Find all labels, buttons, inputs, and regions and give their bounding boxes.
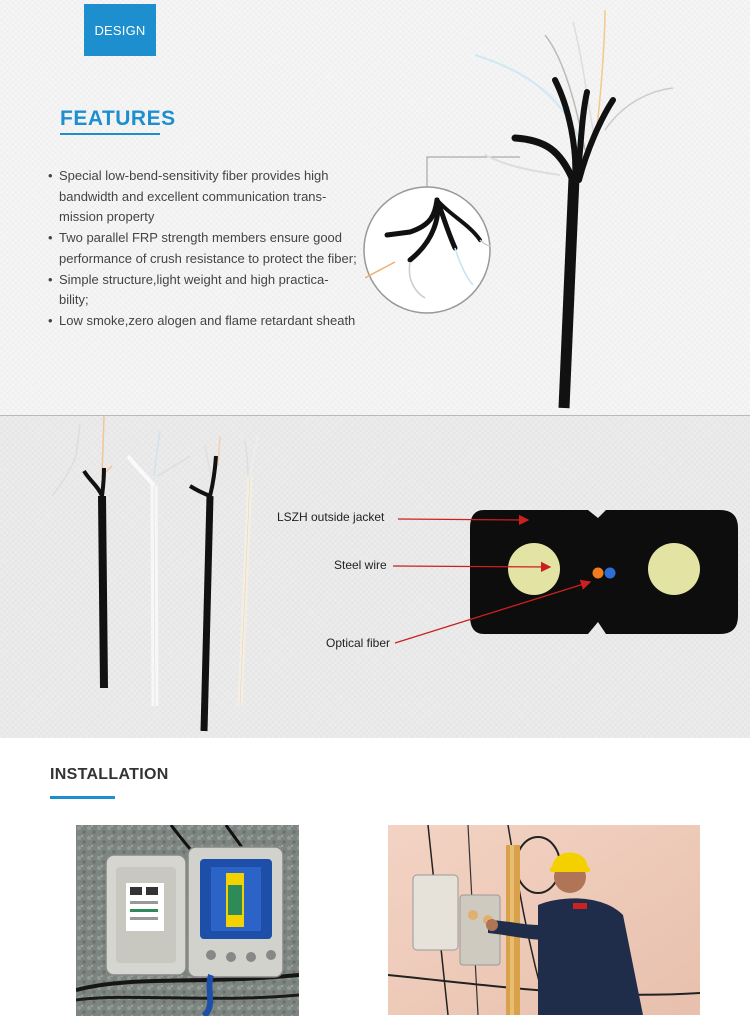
design-tab[interactable]: DESIGN (84, 4, 156, 56)
jacket-label: LSZH outside jacket (277, 510, 385, 524)
feature-text: Special low-bend-sensitivity fiber provides high bandwidth and excellent communication trans-mission property (59, 168, 329, 225)
feature-item (48, 228, 358, 269)
bullet: • (48, 271, 53, 287)
feature-item (48, 270, 358, 311)
feature-text: Low smoke,zero alogen and flame retardant sheath (59, 312, 356, 328)
steel-wire-label: Steel wire (334, 558, 387, 572)
feature-item (48, 166, 358, 228)
feature-item (48, 311, 358, 332)
features-title: FEATURES (60, 107, 176, 130)
bullet: • (48, 168, 53, 183)
fiber-orange (593, 568, 604, 579)
bullet: • (48, 312, 53, 328)
installation-title: INSTALLATION (50, 766, 169, 783)
features-section (0, 0, 750, 415)
structure-section (0, 415, 750, 738)
steel-wire-left (508, 543, 560, 595)
technician-photo (388, 825, 700, 1015)
installation-underline (50, 796, 115, 799)
optical-fiber-label: Optical fiber (326, 636, 391, 650)
features-underline (60, 133, 160, 135)
bullet: • (48, 230, 53, 246)
steel-wire-right (648, 543, 700, 595)
fiber-blue (605, 568, 616, 579)
drop-cable-illustration (355, 0, 750, 415)
feature-text: Two parallel FRP strength members ensure good performance of crush resistance to protect the fiber; (59, 230, 357, 266)
cable-samples-illustration (40, 416, 260, 738)
distribution-box-photo (76, 825, 299, 1016)
feature-text: Simple structure,light weight and high practica-bility; (59, 271, 329, 308)
features-list (48, 166, 358, 332)
